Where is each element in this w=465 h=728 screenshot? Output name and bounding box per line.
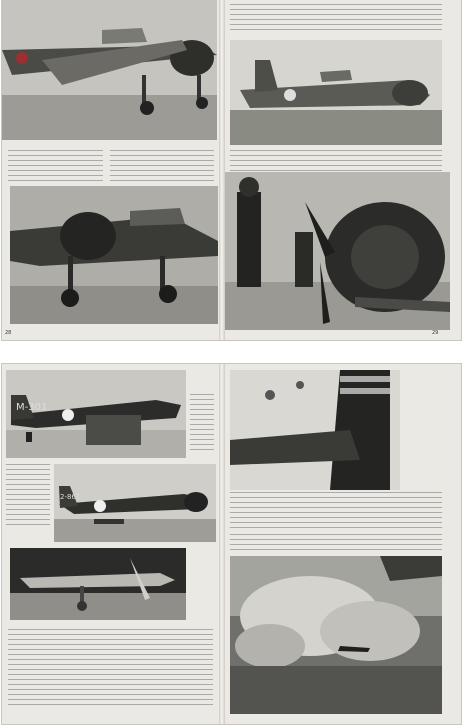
page-number-left: 28 — [5, 330, 12, 336]
photo-zero-fighter-engine — [10, 186, 218, 324]
magazine-spread-top — [2, 0, 461, 340]
photo-dive-bomber — [54, 464, 216, 542]
body-text-block — [230, 4, 442, 34]
photo-aircraft-in-hangar — [10, 548, 186, 620]
photo-bomber-with-crew — [6, 370, 186, 458]
body-text-block — [110, 150, 214, 184]
photo-pilot-and-propeller — [225, 172, 450, 330]
photo-zero-fighter-front — [2, 0, 217, 140]
photo-aerial-city-smoke — [230, 556, 442, 714]
body-text-block — [8, 150, 103, 184]
photo-damaged-aircraft-tail — [230, 370, 400, 490]
body-text-block — [6, 464, 50, 526]
page-number-right: 29 — [432, 330, 439, 336]
magazine-spread-bottom — [2, 364, 461, 724]
body-text-block — [190, 394, 214, 454]
photo-zero-on-airfield — [230, 40, 442, 145]
body-text-block — [230, 492, 442, 530]
tail-code-label: M-301 — [16, 402, 48, 413]
page-gutter — [219, 364, 225, 724]
tail-code-label: 2-86? — [60, 493, 80, 501]
body-text-block — [8, 629, 213, 709]
body-text-block — [230, 534, 442, 552]
